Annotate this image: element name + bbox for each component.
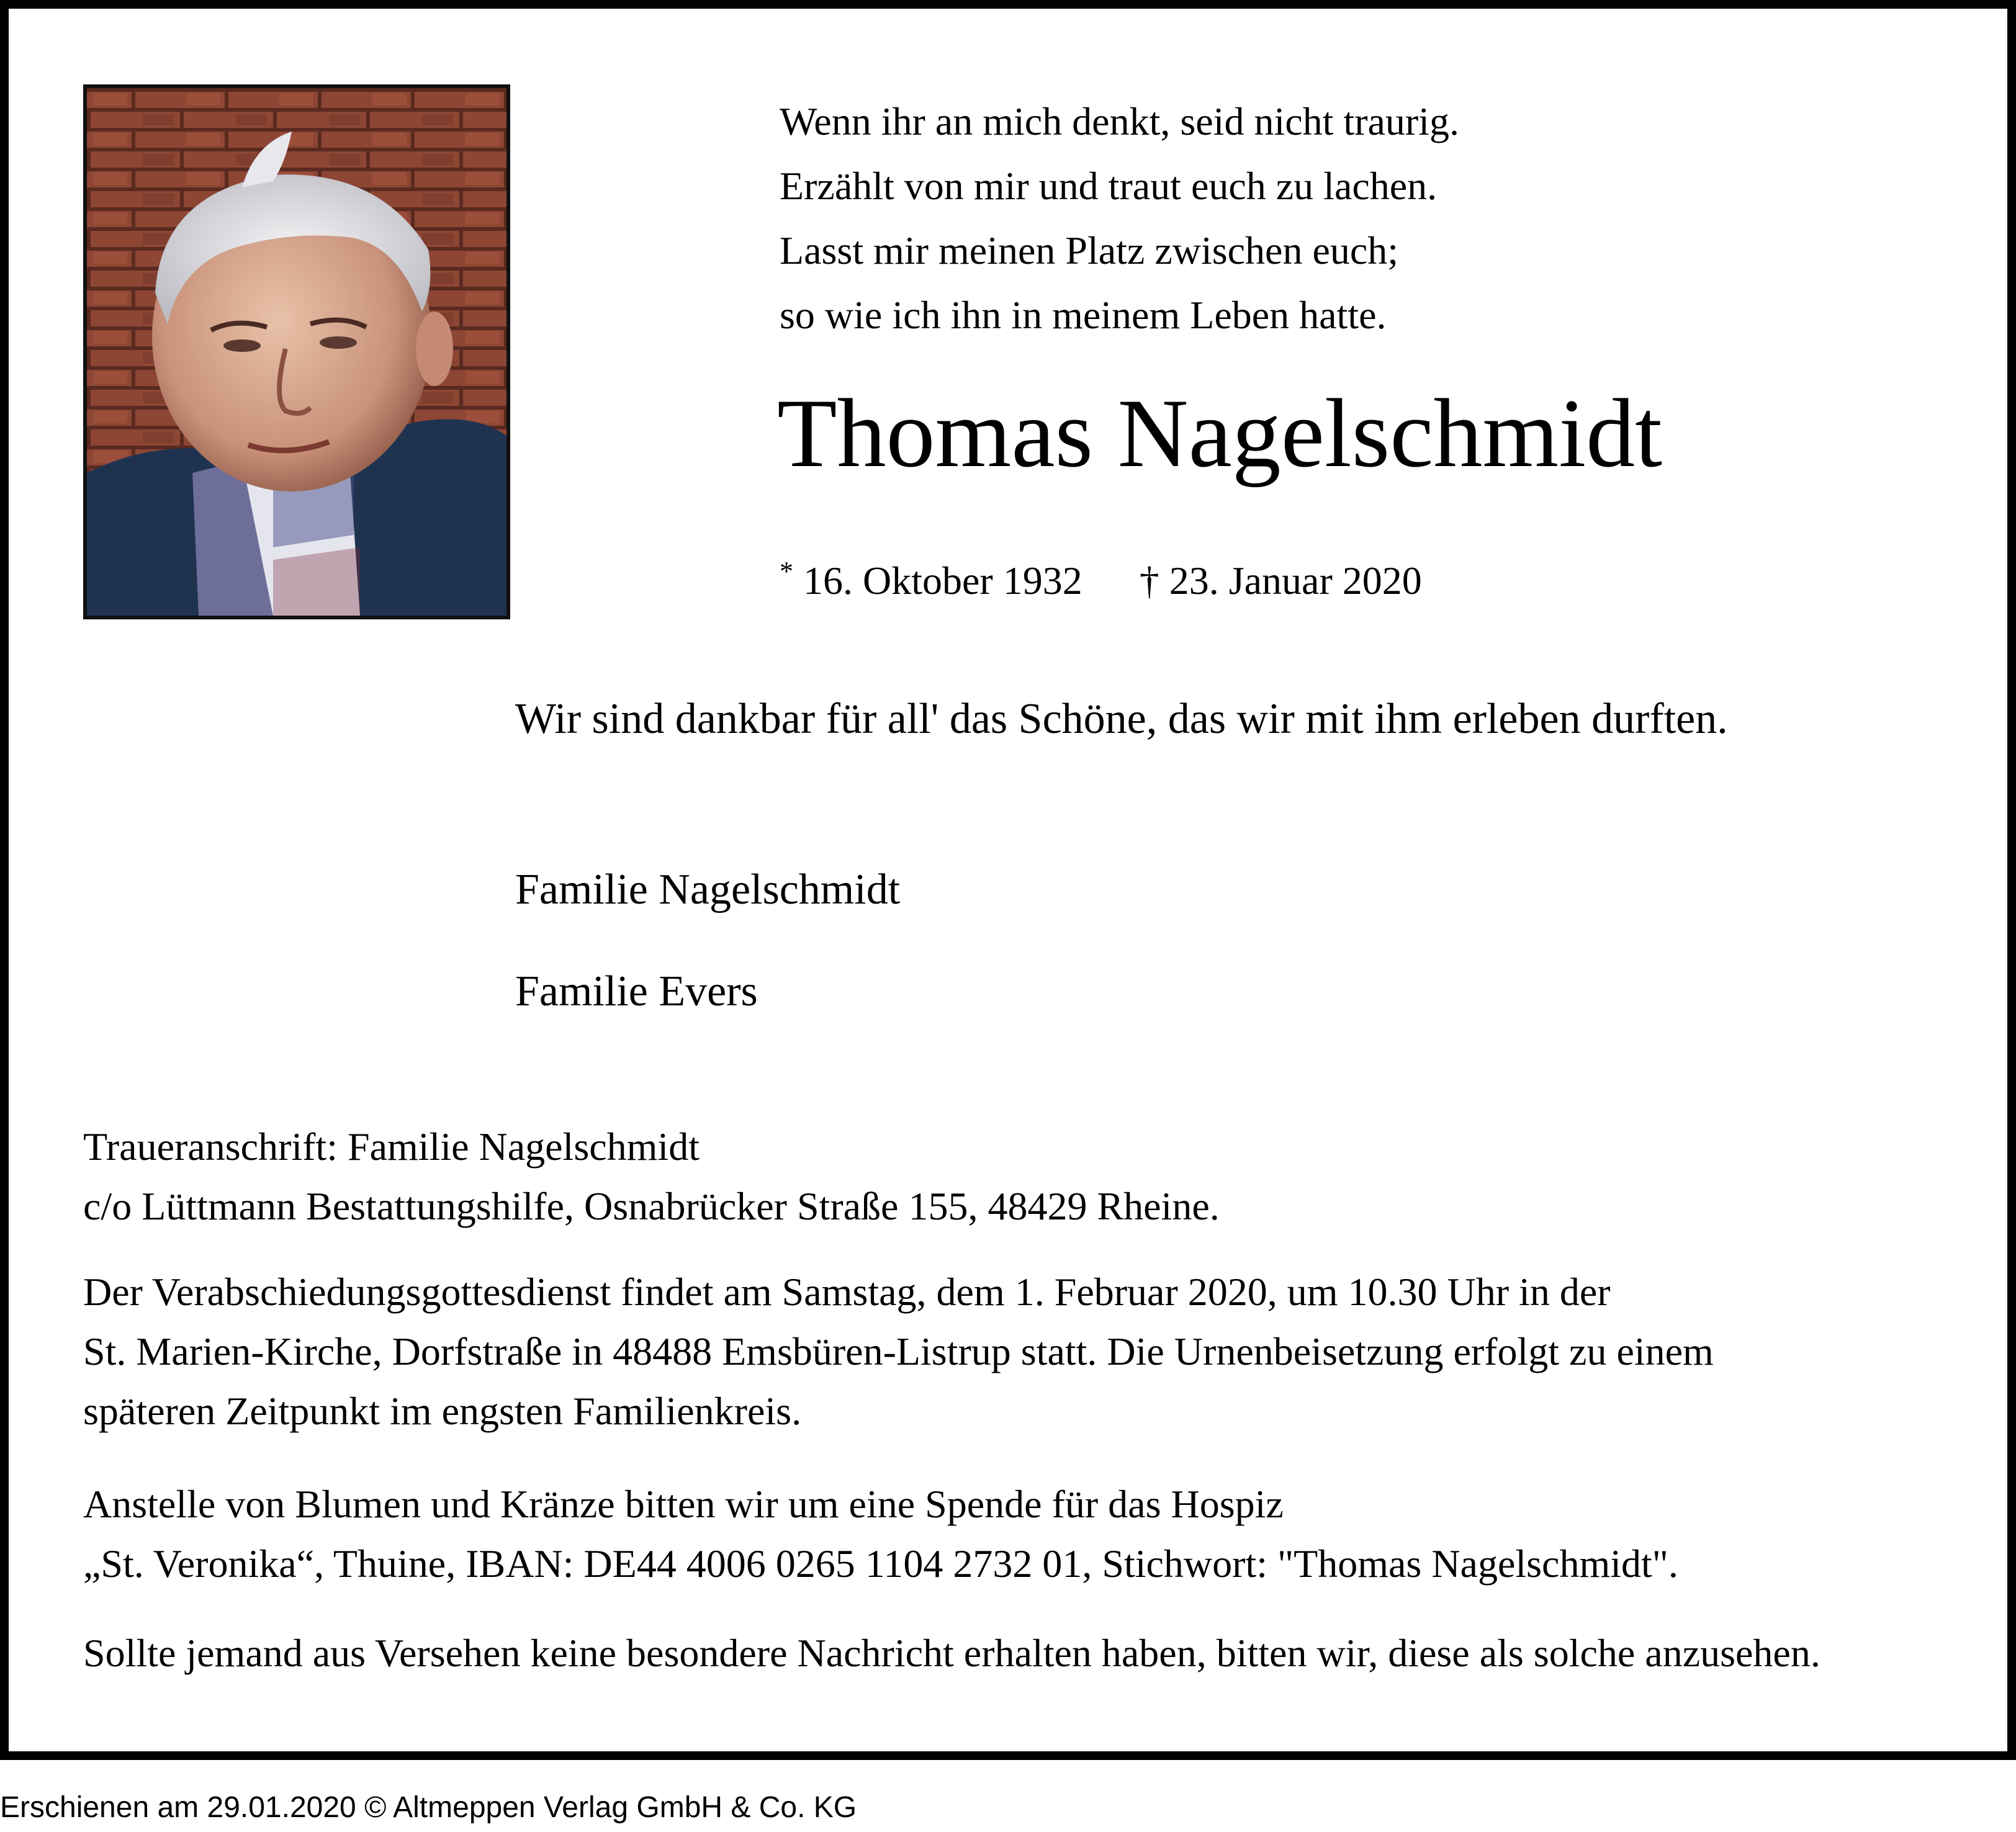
memorial-poem <box>780 89 1897 348</box>
service-line: späteren Zeitpunkt im engsten Familienkreis. <box>83 1389 802 1433</box>
poem-line: so wie ich ihn in meinem Leben hatte. <box>780 293 1387 337</box>
poem-line: Wenn ihr an mich denkt, seid nicht traurig. <box>780 99 1459 143</box>
publication-footer: Erschienen am 29.01.2020 © Altmeppen Verlag GmbH & Co. KG <box>0 1791 857 1824</box>
birth-mark: * <box>780 556 793 586</box>
service-info <box>83 1262 1970 1441</box>
donation-line: „St. Veronika“, Thuine, IBAN: DE44 4006 0265 1104 2732 01, Stichwort: "Thomas Nagelschmidt". <box>83 1542 1678 1586</box>
birth-date: 16. Oktober 1932 <box>803 559 1082 603</box>
service-line: Der Verabschiedungsgottesdienst findet am Samstag, dem 1. Februar 2020, um 10.30 Uhr in der <box>83 1270 1611 1314</box>
portrait-image <box>87 88 506 616</box>
service-line: St. Marien-Kirche, Dorfstraße in 48488 Emsbüren-Listrup statt. Die Urnenbeisetzung erfolgt zu einem <box>83 1329 1714 1373</box>
deceased-name: Thomas Nagelschmidt <box>777 379 1663 488</box>
death-date: 23. Januar 2020 <box>1169 559 1422 603</box>
address-line: Traueranschrift: Familie Nagelschmidt <box>83 1125 700 1169</box>
mourning-address <box>83 1117 1970 1236</box>
donation-info <box>83 1475 1970 1594</box>
donation-line: Anstelle von Blumen und Kränze bitten wir um eine Spende für das Hospiz <box>83 1482 1284 1526</box>
address-line: c/o Lüttmann Bestattungshilfe, Osnabrücker Straße 155, 48429 Rheine. <box>83 1184 1220 1228</box>
poem-line: Lasst mir meinen Platz zwischen euch; <box>780 228 1399 272</box>
life-dates <box>780 544 1422 609</box>
thanks-statement: Wir sind dankbar für all' das Schöne, das wir mit ihm erleben durften. <box>515 695 1728 743</box>
poem-line: Erzählt von mir und traut euch zu lachen. <box>780 164 1438 208</box>
death-mark: † <box>1139 559 1159 603</box>
notice-line: Sollte jemand aus Versehen keine besondere Nachricht erhalten haben, bitten wir, diese als solche anzusehen. <box>83 1631 1820 1675</box>
family-name: Familie Evers <box>515 968 758 1015</box>
family-name: Familie Nagelschmidt <box>515 866 901 914</box>
portrait-photo <box>83 84 510 619</box>
notice-text <box>83 1623 1970 1683</box>
